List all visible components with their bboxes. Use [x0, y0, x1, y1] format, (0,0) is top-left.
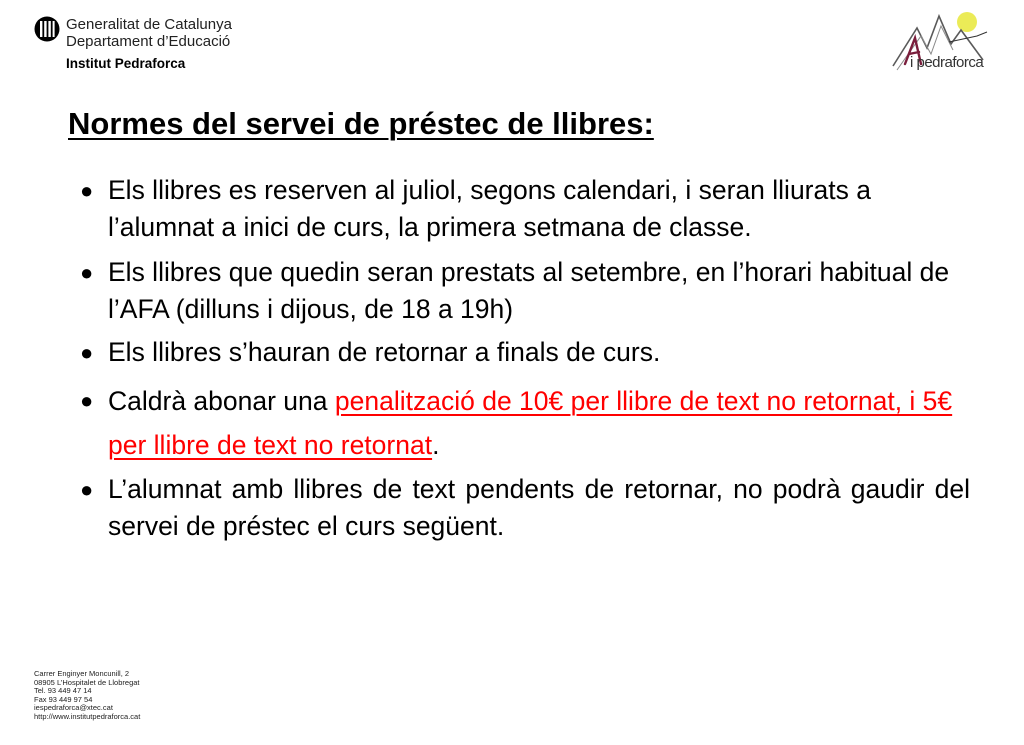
footer-city: 08905 L’Hospitalet de Llobregat	[34, 677, 140, 687]
rule-text: Els llibres que quedin seran prestats al setembre, en l’horari habitual de l’AFA (dilluns i dijous, de 18 a 19h)	[108, 257, 950, 324]
rule-text-prefix: Caldrà abonar una	[108, 386, 335, 416]
footer-email[interactable]: iespedraforca@xtec.cat	[34, 703, 113, 713]
org-line-2: Departament d’Educació	[66, 33, 231, 50]
logo-wordmark: i pedraforca	[910, 54, 984, 71]
rules-list	[80, 172, 970, 545]
org-line-1: Generalitat de Catalunya	[66, 16, 232, 33]
rule-text: L’alumnat amb llibres de text pendents de retornar, no podrà gaudir del servei de préstec el curs següent.	[108, 474, 970, 541]
list-item	[80, 471, 970, 545]
generalitat-emblem-icon	[34, 16, 60, 42]
penalty-link[interactable]: penalització de 10€ per llibre de text no retornat, i 5€ per llibre de text no retornat	[108, 386, 953, 460]
page-title: Normes del servei de préstec de llibres:	[68, 106, 654, 141]
bullet-icon: ●	[80, 340, 94, 365]
header	[34, 14, 394, 74]
rule-text: Els llibres es reserven al juliol, segons calendari, i seran lliurats a l’alumnat a inici de curs, la primera setmana de classe.	[108, 175, 871, 242]
list-item	[80, 254, 970, 328]
list-item	[80, 172, 970, 246]
bullet-icon: ●	[80, 477, 94, 502]
footer-phone: Tel. 93 449 47 14	[34, 686, 92, 696]
list-item	[80, 379, 970, 467]
bullet-icon: ●	[80, 388, 94, 413]
footer-fax: Fax 93 449 97 54	[34, 694, 93, 704]
bullet-icon: ●	[80, 260, 94, 285]
rule-text: Els llibres s’hauran de retornar a finals de curs.	[108, 337, 661, 367]
institution-name: Institut Pedraforca	[66, 56, 186, 71]
footer-address: Carrer Enginyer Moncunill, 2	[34, 669, 130, 678]
list-item	[80, 334, 970, 371]
rule-text-suffix: .	[432, 430, 440, 460]
bullet-icon: ●	[80, 178, 94, 203]
organization-name	[66, 16, 232, 50]
footer-contact	[34, 670, 140, 722]
footer-website[interactable]: http://www.institutpedraforca.cat	[34, 711, 141, 721]
